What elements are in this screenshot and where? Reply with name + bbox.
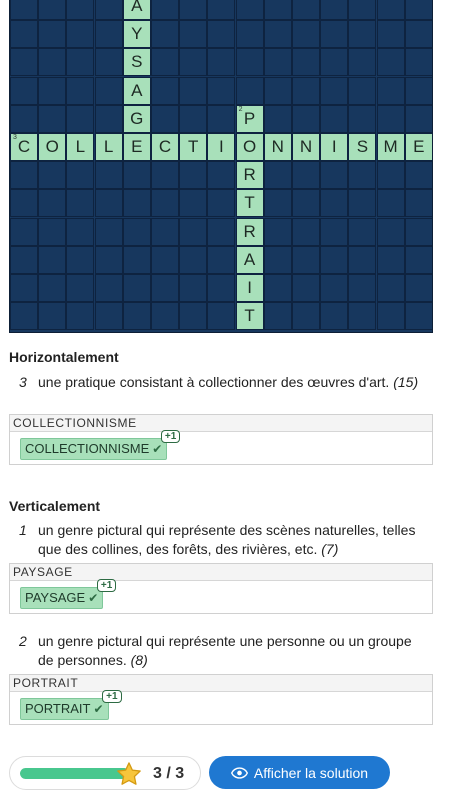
grid-cell-blocked <box>95 20 123 48</box>
grid-cell-blocked <box>207 77 235 105</box>
grid-cell-blocked <box>179 105 207 133</box>
grid-cell-blocked <box>405 189 433 217</box>
eye-icon <box>231 767 248 779</box>
grid-cell-blocked <box>207 274 235 302</box>
grid-cell-letter[interactable] <box>236 161 264 189</box>
show-solution-button[interactable] <box>209 756 390 789</box>
clue-vertical-1[interactable] <box>19 521 429 561</box>
grid-cell-blocked <box>179 20 207 48</box>
grid-cell-blocked <box>123 161 151 189</box>
cell-letter: E <box>131 137 143 156</box>
grid-cell-letter[interactable] <box>236 218 264 246</box>
grid-cell-blocked <box>348 105 376 133</box>
grid-cell-blocked <box>320 105 348 133</box>
grid-cell-letter[interactable] <box>348 133 376 161</box>
grid-cell-blocked <box>264 161 292 189</box>
grid-cell-blocked <box>236 20 264 48</box>
grid-cell-blocked <box>292 20 320 48</box>
grid-cell-letter[interactable] <box>236 133 264 161</box>
grid-cell-blocked <box>292 274 320 302</box>
grid-cell-blocked <box>95 274 123 302</box>
grid-cell-blocked <box>95 161 123 189</box>
cell-letter: C <box>17 137 31 156</box>
grid-cell-blocked <box>66 105 94 133</box>
answer-header: COLLECTIONNISME <box>10 415 432 432</box>
grid-cell-blocked <box>405 302 433 330</box>
clue-text: un genre pictural qui représente une personne ou un groupe de personnes. <box>38 633 412 668</box>
grid-cell-blocked <box>151 189 179 217</box>
points-badge: +1 <box>161 430 180 443</box>
grid-cell-blocked <box>10 274 38 302</box>
answer-box-paysage <box>9 563 433 614</box>
grid-cell-blocked <box>405 0 433 20</box>
grid-cell-blocked <box>95 189 123 217</box>
cell-letter: I <box>247 278 252 297</box>
grid-cell-blocked <box>405 48 433 76</box>
grid-cell-blocked <box>320 20 348 48</box>
progress-bar <box>20 768 130 779</box>
grid-cell-blocked <box>292 189 320 217</box>
grid-cell-blocked <box>207 161 235 189</box>
grid-cell-blocked <box>348 161 376 189</box>
grid-cell-blocked <box>348 0 376 20</box>
clue-text: un genre pictural qui représente des scènes naturelles, telles que des collines, des forêts, des rivières, etc. <box>38 522 416 557</box>
grid-cell-blocked <box>292 218 320 246</box>
cell-letter: C <box>158 137 172 156</box>
grid-cell-blocked <box>207 48 235 76</box>
grid-cell-letter[interactable] <box>320 133 348 161</box>
grid-cell-blocked <box>66 77 94 105</box>
grid-cell-blocked <box>348 48 376 76</box>
grid-cell-blocked <box>207 218 235 246</box>
grid-cell-blocked <box>151 218 179 246</box>
grid-cell-blocked <box>207 302 235 330</box>
grid-cell-blocked <box>377 77 405 105</box>
grid-cell-blocked <box>38 20 66 48</box>
grid-cell-letter[interactable] <box>123 105 151 133</box>
answer-text: PORTRAIT <box>25 701 91 716</box>
grid-cell-letter[interactable] <box>236 189 264 217</box>
grid-cell-blocked <box>348 246 376 274</box>
grid-cell-blocked <box>348 218 376 246</box>
grid-cell-blocked <box>10 20 38 48</box>
grid-cell-blocked <box>95 246 123 274</box>
grid-cell-blocked <box>95 105 123 133</box>
grid-cell-blocked <box>320 246 348 274</box>
clue-length: (7) <box>321 541 339 557</box>
grid-cell-blocked <box>264 246 292 274</box>
grid-cell-blocked <box>264 189 292 217</box>
grid-cell-letter[interactable] <box>236 302 264 330</box>
grid-cell-blocked <box>405 77 433 105</box>
grid-cell-letter[interactable] <box>10 133 38 161</box>
cell-letter: I <box>331 137 337 156</box>
answer-text: COLLECTIONNISME <box>25 441 150 456</box>
answer-text: PAYSAGE <box>25 590 86 605</box>
grid-cell-blocked <box>10 189 38 217</box>
clue-number: 1 <box>19 522 27 538</box>
grid-cell-letter[interactable] <box>151 133 179 161</box>
grid-cell-blocked <box>38 105 66 133</box>
grid-cell-blocked <box>95 48 123 76</box>
grid-cell-blocked <box>66 189 94 217</box>
clue-vertical-2[interactable] <box>19 632 429 672</box>
grid-cell-blocked <box>38 77 66 105</box>
grid-cell-blocked <box>179 0 207 20</box>
grid-cell-blocked <box>320 48 348 76</box>
cell-number: 3 <box>13 134 17 141</box>
answer-chip[interactable] <box>20 580 113 609</box>
grid-cell-blocked <box>377 105 405 133</box>
grid-cell-blocked <box>377 20 405 48</box>
grid-cell-blocked <box>66 48 94 76</box>
grid-cell-blocked <box>405 105 433 133</box>
grid-cell-blocked <box>320 218 348 246</box>
grid-cell-blocked <box>10 77 38 105</box>
grid-cell-blocked <box>151 274 179 302</box>
star-icon <box>116 761 142 787</box>
grid-cell-blocked <box>95 0 123 20</box>
grid-cell-blocked <box>264 218 292 246</box>
score-text: 3 / 3 <box>153 765 185 782</box>
cell-letter: S <box>131 52 143 72</box>
grid-cell-blocked <box>377 189 405 217</box>
grid-cell-blocked <box>320 274 348 302</box>
grid-cell-blocked <box>10 161 38 189</box>
answer-chip[interactable] <box>20 431 177 460</box>
grid-cell-blocked <box>264 48 292 76</box>
grid-cell-letter[interactable] <box>123 20 151 48</box>
points-badge: +1 <box>102 690 121 703</box>
grid-cell-blocked <box>377 246 405 274</box>
grid-cell-blocked <box>10 105 38 133</box>
grid-cell-blocked <box>179 274 207 302</box>
check-icon: ✔ <box>152 442 163 456</box>
cell-letter: Y <box>131 24 143 44</box>
grid-cell-blocked <box>264 0 292 20</box>
grid-cell-blocked <box>123 274 151 302</box>
cell-letter: O <box>45 137 59 156</box>
cell-letter: N <box>271 137 284 156</box>
clue-number: 3 <box>19 374 27 390</box>
clue-length: (15) <box>393 374 419 390</box>
grid-cell-blocked <box>292 48 320 76</box>
grid-cell-letter[interactable] <box>236 246 264 274</box>
answer-box-collectionnisme <box>9 414 433 465</box>
clue-text: une pratique consistant à collectionner des œuvres d'art. <box>38 374 390 390</box>
grid-cell-letter[interactable] <box>405 133 433 161</box>
grid-cell-blocked <box>66 302 94 330</box>
grid-cell-letter[interactable] <box>123 77 151 105</box>
grid-cell-letter[interactable] <box>377 133 405 161</box>
grid-cell-blocked <box>405 274 433 302</box>
grid-cell-letter[interactable] <box>264 133 292 161</box>
grid-cell-blocked <box>151 77 179 105</box>
grid-cell-blocked <box>292 302 320 330</box>
grid-cell-blocked <box>38 218 66 246</box>
cell-letter: T <box>244 306 255 326</box>
grid-cell-blocked <box>179 246 207 274</box>
grid-cell-blocked <box>179 77 207 105</box>
grid-cell-blocked <box>377 48 405 76</box>
progress-fill <box>20 768 130 779</box>
grid-cell-blocked <box>66 20 94 48</box>
grid-cell-blocked <box>207 20 235 48</box>
clue-length: (8) <box>130 652 148 668</box>
grid-cell-letter[interactable] <box>123 0 151 20</box>
grid-cell-blocked <box>348 274 376 302</box>
grid-cell-blocked <box>151 20 179 48</box>
grid-cell-blocked <box>66 218 94 246</box>
grid-cell-blocked <box>179 48 207 76</box>
grid-cell-blocked <box>264 274 292 302</box>
cell-letter: O <box>242 137 257 156</box>
grid-cell-blocked <box>38 161 66 189</box>
cell-letter: N <box>299 137 313 156</box>
grid-cell-blocked <box>377 0 405 20</box>
grid-cell-blocked <box>405 20 433 48</box>
grid-cell-blocked <box>151 48 179 76</box>
grid-cell-blocked <box>320 77 348 105</box>
grid-cell-blocked <box>151 246 179 274</box>
grid-cell-blocked <box>66 0 94 20</box>
cell-letter: E <box>413 137 425 156</box>
grid-cell-blocked <box>179 161 207 189</box>
grid-cell-blocked <box>264 302 292 330</box>
grid-cell-blocked <box>348 20 376 48</box>
grid-cell-blocked <box>38 48 66 76</box>
crossword-grid <box>9 0 433 333</box>
grid-cell-blocked <box>292 246 320 274</box>
cell-letter: A <box>243 249 256 269</box>
grid-cell-blocked <box>264 105 292 133</box>
grid-cell-letter[interactable] <box>236 274 264 302</box>
grid-cell-blocked <box>10 302 38 330</box>
grid-cell-blocked <box>95 218 123 246</box>
grid-cell-letter[interactable] <box>179 133 207 161</box>
grid-cell-blocked <box>207 105 235 133</box>
grid-cell-blocked <box>292 161 320 189</box>
grid-cell-blocked <box>95 77 123 105</box>
grid-cell-blocked <box>264 20 292 48</box>
grid-cell-blocked <box>207 246 235 274</box>
progress-pill <box>9 756 201 790</box>
cell-letter: R <box>243 165 256 185</box>
grid-cell-letter[interactable] <box>207 133 235 161</box>
cell-letter: S <box>356 137 369 156</box>
grid-cell-blocked <box>123 218 151 246</box>
grid-cell-letter[interactable] <box>95 133 123 161</box>
grid-cell-blocked <box>123 302 151 330</box>
grid-cell-blocked <box>236 48 264 76</box>
grid-cell-blocked <box>66 246 94 274</box>
answer-header: PORTRAIT <box>10 675 432 692</box>
grid-cell-blocked <box>320 302 348 330</box>
answer-chip[interactable] <box>20 691 118 720</box>
clue-number: 2 <box>19 633 27 649</box>
grid-cell-blocked <box>10 0 38 20</box>
grid-cell-blocked <box>236 0 264 20</box>
check-icon: ✔ <box>88 591 99 605</box>
grid-cell-blocked <box>348 302 376 330</box>
grid-cell-blocked <box>207 0 235 20</box>
grid-cell-blocked <box>10 218 38 246</box>
cell-letter: T <box>187 137 199 156</box>
grid-cell-blocked <box>348 77 376 105</box>
grid-cell-blocked <box>10 246 38 274</box>
grid-cell-blocked <box>38 246 66 274</box>
grid-cell-blocked <box>123 246 151 274</box>
cell-letter: P <box>243 108 256 128</box>
cell-letter: I <box>219 137 224 156</box>
cell-letter: A <box>131 0 143 15</box>
cell-letter: M <box>383 137 398 156</box>
grid-cell-blocked <box>151 105 179 133</box>
grid-cell-blocked <box>320 0 348 20</box>
points-badge: +1 <box>97 579 116 592</box>
grid-cell-blocked <box>66 161 94 189</box>
grid-cell-blocked <box>207 189 235 217</box>
grid-cell-blocked <box>377 274 405 302</box>
clue-horizontal-3[interactable] <box>19 373 429 392</box>
grid-cell-blocked <box>38 302 66 330</box>
grid-cell-letter[interactable] <box>123 133 151 161</box>
grid-cell-letter[interactable] <box>66 133 94 161</box>
grid-cell-blocked <box>377 161 405 189</box>
vertical-title: Verticalement <box>9 498 101 514</box>
grid-cell-blocked <box>320 161 348 189</box>
grid-cell-blocked <box>292 77 320 105</box>
grid-cell-blocked <box>179 218 207 246</box>
solution-label: Afficher la solution <box>253 764 369 781</box>
grid-cell-blocked <box>95 302 123 330</box>
grid-cell-blocked <box>179 189 207 217</box>
grid-cell-blocked <box>38 0 66 20</box>
grid-cell-blocked <box>348 189 376 217</box>
grid-cell-blocked <box>151 302 179 330</box>
grid-cell-blocked <box>405 246 433 274</box>
grid-cell-blocked <box>38 189 66 217</box>
grid-cell-blocked <box>377 302 405 330</box>
grid-cell-letter[interactable] <box>292 133 320 161</box>
check-icon: ✔ <box>93 702 104 716</box>
cell-number: 2 <box>238 105 243 113</box>
cell-letter: L <box>103 137 114 156</box>
grid-cell-letter[interactable] <box>123 48 151 76</box>
cell-letter: L <box>75 137 86 156</box>
grid-cell-blocked <box>320 189 348 217</box>
grid-cell-blocked <box>66 274 94 302</box>
cell-letter: R <box>243 221 256 241</box>
grid-cell-blocked <box>123 189 151 217</box>
grid-cell-blocked <box>10 48 38 76</box>
grid-cell-letter[interactable] <box>236 105 264 133</box>
cell-letter: A <box>131 80 143 100</box>
grid-cell-letter[interactable] <box>38 133 66 161</box>
grid-cell-blocked <box>151 161 179 189</box>
grid-cell-blocked <box>292 105 320 133</box>
grid-cell-blocked <box>151 0 179 20</box>
grid-cell-blocked <box>264 77 292 105</box>
answer-box-portrait <box>9 674 433 725</box>
grid-cell-blocked <box>405 218 433 246</box>
answer-header: PAYSAGE <box>10 564 432 581</box>
cell-letter: G <box>130 108 144 128</box>
grid-cell-blocked <box>292 0 320 20</box>
grid-cell-blocked <box>179 302 207 330</box>
grid-cell-blocked <box>38 274 66 302</box>
grid-cell-blocked <box>377 218 405 246</box>
horizontal-title: Horizontalement <box>9 349 119 365</box>
grid-cell-blocked <box>236 77 264 105</box>
grid-cell-blocked <box>405 161 433 189</box>
cell-letter: T <box>244 193 255 213</box>
